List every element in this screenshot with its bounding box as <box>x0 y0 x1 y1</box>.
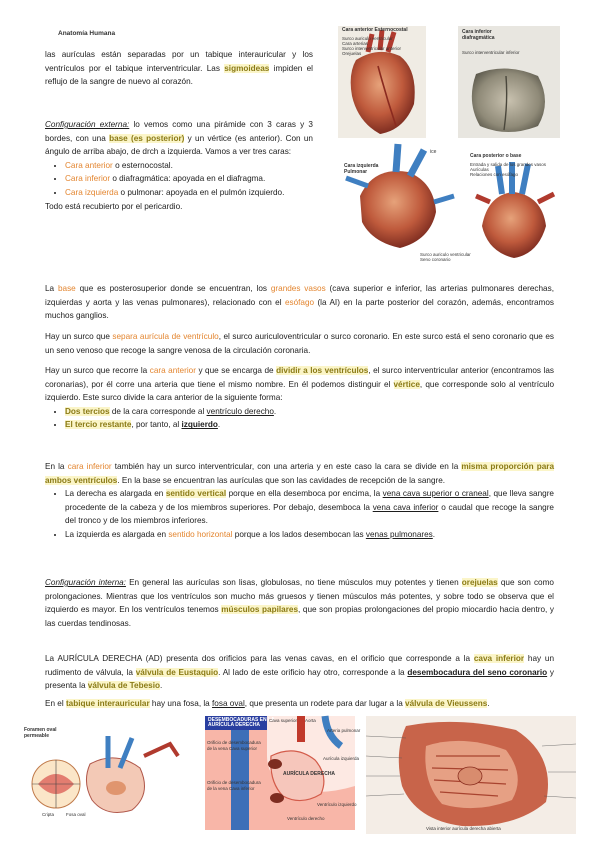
text: , por tanto, al <box>131 420 182 430</box>
text: que son como prolongaciones. Mientras que los ventrículos son mucho más gruesos y tienen músculos más potentes, y sobre todo se observa que el izquierdo es mayor. En los ventrículos tenemos <box>45 578 554 615</box>
fosa-oval-underline: fosa oval <box>212 699 245 708</box>
text: o diafragmática: apoyada en el diafragma. <box>110 174 266 184</box>
heart-faces-figure <box>338 26 563 264</box>
text: hay una fosa, la <box>149 699 213 708</box>
auricula-derecha-paragraph <box>45 652 554 693</box>
text: y presenta la <box>45 667 554 691</box>
tercios-list <box>45 405 554 432</box>
tabique-paragraph <box>45 697 554 711</box>
base-term: base (es posterior) <box>109 133 185 143</box>
text: lo vemos como una pirámide con 3 caras y 3 bordes, con una <box>45 120 313 143</box>
text: La izquierda es alargada en <box>65 529 169 539</box>
desembocaduras-figure <box>205 716 361 830</box>
underlined: venas pulmonares <box>365 529 433 539</box>
highlight: Cara izquierda <box>65 187 119 197</box>
grandes-vasos-highlight: grandes vasos <box>270 284 326 293</box>
text: y un vértice (es anterior). Con un ángulo de arriba abajo, de drch a izquierda. Vamos a ver tres caras: <box>45 133 313 157</box>
text: (la AI) en la parte posterior del corazón, además, encontramos muchos ganglios. <box>45 297 554 321</box>
text: o caudal que recoge la sangre del tronco y de los miembros inferiores. <box>65 502 554 526</box>
text: , que son propias prolongaciones del propio miocardio hacia dentro, y las cuerdas tendinosas. <box>45 605 555 628</box>
label-seno-coronario: Seno coronario <box>420 257 451 262</box>
label-cara-posterior: Cara posterior o base <box>470 153 522 159</box>
cara-inferior-highlight: cara inferior <box>67 462 112 471</box>
label-anterior-sub: Orejuelas <box>342 51 362 56</box>
label-anterior-sub: Surco interventricular anterior <box>342 46 402 51</box>
label-posterior-sub: Relaciones con esófago <box>470 172 519 177</box>
esofago-highlight: esófago <box>284 297 315 307</box>
vena-cava-column <box>231 716 249 830</box>
label-auricula-derecha: AURÍCULA DERECHA <box>283 771 336 777</box>
banner-line-1: DESEMBOCADURAS EN LA <box>208 717 275 723</box>
text: En general las aurículas son lisas, globulosas, no tiene músculos muy potentes y tienen <box>125 578 462 587</box>
eustaquio-highlight: válvula de Eustaquio <box>135 667 219 677</box>
page-header: Anatomía Humana <box>58 30 116 37</box>
base-paragraph <box>45 282 554 323</box>
text: . <box>487 699 490 708</box>
list-item <box>65 172 313 186</box>
text: En la <box>45 462 68 471</box>
label-ventriculo-derecho: Ventrículo derecho <box>287 816 325 821</box>
text: que es posterosuperior donde se encuentran, los <box>75 284 271 293</box>
fosa-oval-interior <box>458 767 482 785</box>
text: , que lleva sangre procedente de la cabeza y de los miembros superiores. Por debajo, desemboca la <box>65 489 554 512</box>
left-face-heart <box>360 171 436 248</box>
separa-highlight: separa aurícula de ventrículo <box>112 332 219 341</box>
list-item <box>65 159 313 173</box>
text: La derecha es alargada en <box>65 489 166 499</box>
cara-anterior-paragraph <box>45 364 554 432</box>
config-interna-title: Configuración interna: <box>45 578 126 587</box>
cava-inferior-highlight: cava inferior <box>473 654 525 663</box>
musculos-papilares-highlight: músculos papilares <box>221 605 299 615</box>
intro-paragraph <box>45 48 313 89</box>
label-cara-anterior: Cara anterior Esternocostal <box>342 27 408 33</box>
label-anterior-sub: Surco auriculo ventricular <box>342 36 393 41</box>
vertice-highlight: vértice <box>393 379 420 389</box>
fosa-oval-shape <box>106 781 126 795</box>
text: porque en ella desemboca por encima, la <box>226 489 383 499</box>
text: y que se encarga de <box>195 366 277 375</box>
text: . <box>217 420 221 430</box>
label-ventriculo-izquierdo: Ventrículo izquierdo <box>317 802 357 807</box>
text: o esternocostal. <box>112 160 173 170</box>
text: también hay un surco interventricular, con una arteria y en este caso la cara se divide en la <box>111 462 462 471</box>
label-cara-inferior: Cara inferior diafragmática <box>462 29 495 41</box>
text: . <box>273 406 277 416</box>
text: de la cara corresponde al <box>109 406 207 416</box>
heart-faces-illustration <box>338 26 563 264</box>
label-cara-izquierda: Cara izquierda Pulmonar <box>344 163 379 175</box>
text: . En la base se encuentran las aurículas que son las cavidades de recepción de la sangre. <box>117 475 446 485</box>
list-item <box>65 418 554 432</box>
label-orificio-inferior: Orificio de desembocadura de la vena Cava inferior <box>207 780 261 791</box>
underlined: vena cava inferior <box>372 502 439 512</box>
list-item <box>65 528 554 542</box>
banner-line-2: AURÍCULA DERECHA <box>208 722 261 728</box>
tebesio-highlight: válvula de Tebesio <box>87 681 160 691</box>
label-inferior-sub: Surco interventricular inferior <box>462 50 520 55</box>
list-item <box>65 405 554 419</box>
interior-atrium-figure <box>366 716 576 834</box>
misma-proporcion-highlight: misma proporción para ambos ventrículos <box>45 462 555 485</box>
base-highlight: base <box>57 284 76 293</box>
surco-paragraph <box>45 330 554 357</box>
text: Hay un surco que recorre la <box>45 366 150 375</box>
dividir-highlight: dividir a los ventrículos <box>276 366 369 375</box>
text: , que corresponde solo al ventrículo izquierdo. Este surco divide la cara anterior de la siguiente forma: <box>45 379 554 403</box>
highlight: El tercio restante <box>65 420 132 430</box>
text: La AURÍCULA DERECHA (AD) presenta dos orificios para las venas cavas, en el orificio que corresponde a la <box>45 654 474 663</box>
interior-atrium-illustration <box>366 716 576 834</box>
label-cripta: Cripta <box>42 812 55 817</box>
inferior-heart-shape <box>472 68 545 132</box>
auriculas-list <box>45 487 554 541</box>
text: En el <box>45 699 66 708</box>
label-permeable: permeable <box>24 733 50 739</box>
orejuelas-highlight: orejuelas <box>461 578 498 587</box>
text: . <box>432 529 436 539</box>
cara-anterior-highlight: cara anterior <box>149 366 196 375</box>
text: o pulmonar: apoyada en el pulmón izquierdo. <box>118 187 285 197</box>
highlight: Cara anterior <box>65 160 113 170</box>
label-vertice: ice <box>430 149 437 155</box>
text: , que presenta un rodete para dar lugar a la <box>244 699 406 708</box>
label-fosa-oval: Fosa oval <box>66 812 86 817</box>
list-item <box>65 186 313 200</box>
label-arteria-pulmonar: Arteria pulmonar <box>327 728 361 733</box>
label-auricula-izquierda: Aurícula izquierda <box>323 756 360 761</box>
highlight: sentido vertical <box>165 489 227 499</box>
interior-caption: Vista interior aurícula derecha abierta <box>426 826 501 831</box>
vieussens-highlight: válvula de Vieussens <box>405 699 488 708</box>
caras-list <box>45 159 313 200</box>
label-posterior-sub: Entrada y salida de los grandes vasos <box>470 162 547 167</box>
config-externa-title: Configuración externa: <box>45 120 130 129</box>
underlined: izquierdo <box>181 420 218 430</box>
highlight: sentido horizontal <box>168 529 233 539</box>
text: . Al lado de este orificio hay otro, corresponde a la <box>218 667 408 677</box>
pericardio-note: Todo está recubierto por el pericardio. <box>45 201 183 211</box>
text: , el surco auriculoventricular o surco coronario. En este surco está el seno coronario que es un seno venoso que recoge la sangre venosa de la circulación coronaria. <box>45 332 554 355</box>
label-aorta: Aorta <box>305 718 316 723</box>
label-posterior-sub: Aurículas <box>470 167 489 172</box>
underlined: vena cava superior o craneal <box>382 489 489 499</box>
sigmoideas-term: sigmoideas <box>224 63 270 73</box>
label-anterior-sub: Cara arterias <box>342 41 369 46</box>
config-externa-section <box>45 118 313 213</box>
label-cava-superior: Cava superior <box>269 718 298 723</box>
intro-text-end: impiden el reflujo de la sangre de nuevo al corazón. <box>45 63 313 87</box>
text: La <box>45 284 58 293</box>
tabique-highlight: tabique interauricular <box>65 699 150 708</box>
config-interna-paragraph <box>45 576 554 630</box>
aorta-arc <box>144 744 178 756</box>
label-orificio-superior: Orificio de desembocadura de la vena Cava superior <box>207 740 261 751</box>
text: . <box>160 681 163 691</box>
cara-inferior-paragraph <box>45 460 554 542</box>
highlight: Cara inferior <box>65 174 111 184</box>
text: Hay un surco que <box>45 332 113 341</box>
text: , el surco interventricular anterior (encontramos las coronarias), por él corre una arteria que tiene el mismo nombre. En él podemos distinguir el <box>45 366 554 389</box>
highlight: Dos tercios <box>65 406 110 416</box>
orificio-cava-inferior <box>270 793 284 803</box>
foramen-oval-figure <box>20 724 200 820</box>
text: porque a los lados desembocan las <box>232 529 366 539</box>
orificio-cava-superior <box>268 759 282 769</box>
list-item <box>65 487 554 528</box>
text: hay un rudimento de válvula, la <box>45 654 555 677</box>
label-surco-av: Surco auriculo ventricular <box>420 252 471 257</box>
text: (cava superior e inferior, las arterias pulmonares derechas, izquierdas y aorta y las venas pulmonares), relacionado con el <box>45 284 554 307</box>
label-foramen-oval: Foramen oval <box>24 727 57 733</box>
desembocadura-underline: desembocadura del seno coronario <box>407 667 548 677</box>
underlined: ventrículo derecho <box>206 406 274 416</box>
intro-text: las aurículas están separadas por un tabique interauricular y los ventrículos por el tabique interventricular. Las <box>45 50 313 73</box>
